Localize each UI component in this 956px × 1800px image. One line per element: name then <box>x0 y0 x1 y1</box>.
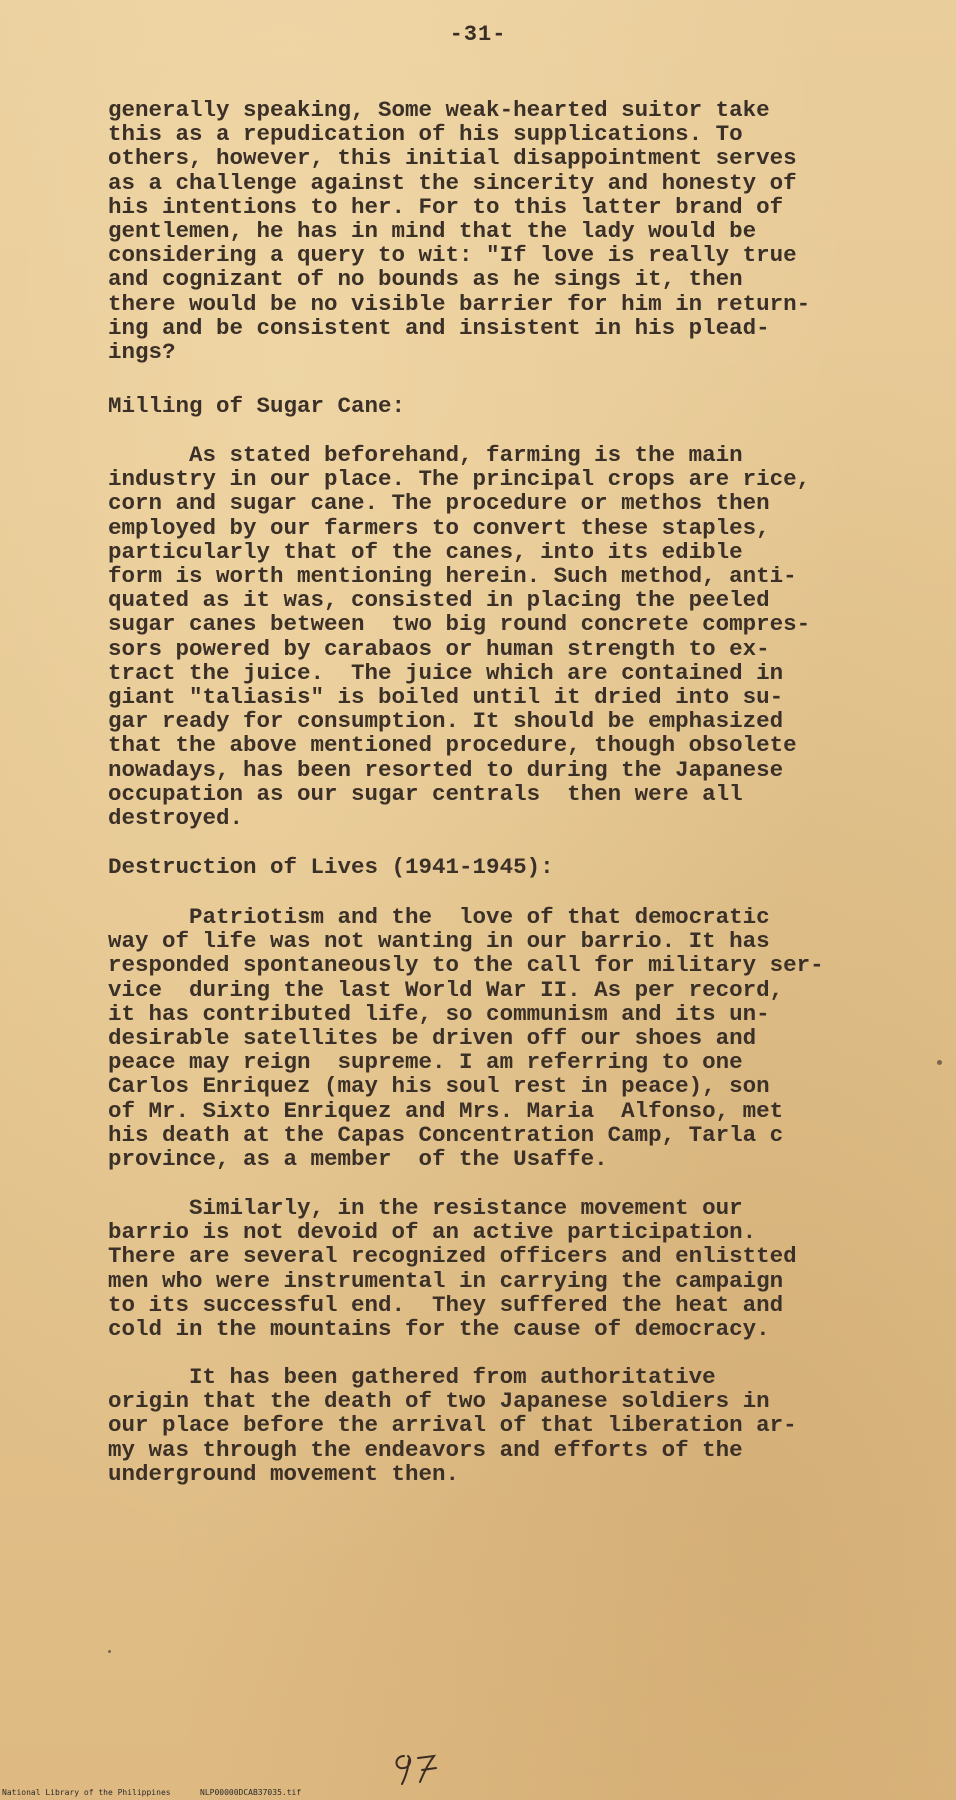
page-number: -31- <box>449 22 507 47</box>
footer-library-label: National Library of the Philippines <box>2 1788 171 1797</box>
footer-file-id: NLP00000DCAB37035.tif <box>200 1788 302 1797</box>
paper-speck <box>108 1650 111 1653</box>
paragraph-japanese-soldiers: It has been gathered from authoritative origin that the death of two Japanese soldiers in our place before the arrival of that liberation ar- my was through the endeavors and efforts of the underground movement then. <box>108 1364 797 1487</box>
paragraph-resistance-movement: Similarly, in the resistance movement our barrio is not devoid of an active participation. There are several recognized officers and enlistted men who were instrumental in carrying the campaign to its successful end. They suffered the heat and cold in the mountains for the cause of democracy. <box>108 1195 797 1343</box>
paper-speck <box>937 1060 942 1065</box>
section-heading-milling-sugar-cane: Milling of Sugar Cane: <box>108 393 406 419</box>
paragraph-courtship-conclusion: generally speaking, Some weak-hearted suitor take this as a repudication of his supplications. To others, however, this initial disappointment serves as a challenge against the sincerity and honesty of his intentions to her. For to this latter brand of gentlemen, he has in mind that the lady would be considering a query to wit: "If love is really true and cognizant of no bounds as he sings it, then there would be no visible barrier for him in return- ing and be consistent and insistent in his plead- ings? <box>108 97 811 366</box>
paragraph-milling-sugar-cane: As stated beforehand, farming is the main industry in our place. The principal crops are rice, corn and sugar cane. The procedure or methos then employed by our farmers to convert these staples, particularly that of the canes, into its edible form is worth mentioning herein. Such method, anti- quated as it was, consisted in placing the peeled sugar canes between two big round concrete compres- sors powered by carabaos or human strength to ex- tract the juice. The juice which are contained in giant "taliasis" is boiled until it dried into su- gar ready for consumption. It should be emphasized that the above mentioned procedure, though obsolete nowadays, has been resorted to during the Japanese occupation as our sugar centrals then were all destroyed. <box>108 442 811 832</box>
paragraph-patriotism: Patriotism and the love of that democratic way of life was not wanting in our barrio. It has responded spontaneously to the call for military ser- vice during the last World War II. As per record, it has contributed life, so communism and its un- desirable satellites be driven off our shoes and peace may reign supreme. I am referring to one Carlos Enriquez (may his soul rest in peace), son of Mr. Sixto Enriquez and Mrs. Maria Alfonso, met his death at the Capas Concentration Camp, Tarla c province, as a member of the Usaffe. <box>108 904 824 1173</box>
section-heading-destruction-of-lives: Destruction of Lives (1941-1945): <box>108 854 554 880</box>
handwritten-page-mark <box>390 1748 450 1788</box>
